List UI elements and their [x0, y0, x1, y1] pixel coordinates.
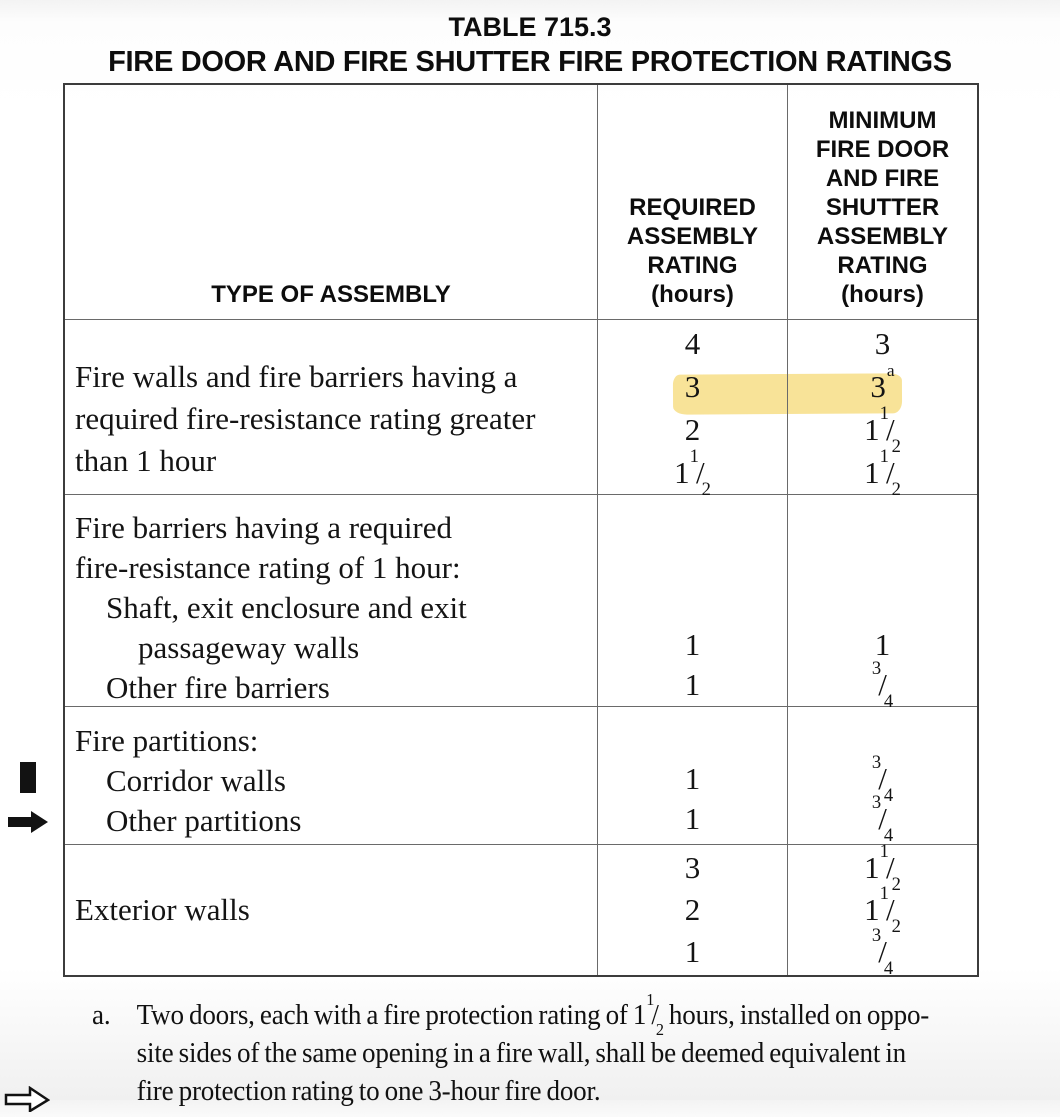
minimum-rating-value: $1^1/_2$ — [864, 841, 901, 896]
minimum-rating-value: $1^1/_2$ — [864, 403, 901, 458]
minimum-rating-cell — [788, 320, 977, 501]
required-rating-value: 4 — [684, 326, 701, 361]
header-line: (hours) — [651, 281, 734, 308]
minimum-rating-cell — [788, 707, 977, 847]
revision-square-icon — [20, 762, 36, 793]
assembly-type-line: Fire walls and fire barriers having a — [75, 359, 518, 394]
assembly-type-line: Fire partitions: — [75, 723, 259, 758]
minimum-rating-value: $^3/_4$ — [871, 658, 894, 713]
minimum-rating-value: 1 — [874, 627, 891, 662]
header-line: FIRE DOOR — [815, 136, 950, 163]
assembly-type-line: Fire barriers having a required — [75, 510, 453, 545]
required-rating-value: 1 — [684, 801, 701, 836]
type-of-assembly-cell — [65, 495, 598, 708]
required-rating-value: 2 — [684, 412, 701, 447]
table-number: TABLE 715.3 — [448, 12, 612, 42]
header-minimum-door-shutter-rating — [788, 85, 977, 319]
assembly-type-line: Shaft, exit enclosure and exit — [106, 590, 467, 625]
header-line: MINIMUM — [828, 107, 937, 134]
table-row-exterior-walls — [65, 841, 977, 980]
footnote-marker: a. — [92, 1000, 111, 1031]
revision-arrow-icon — [7, 810, 49, 839]
header-line: REQUIRED — [629, 194, 756, 221]
type-of-assembly-cell — [65, 845, 598, 975]
required-rating-value: 1 — [684, 761, 701, 796]
table-row-fire-partitions — [65, 706, 977, 847]
header-type-of-assembly — [65, 85, 598, 319]
required-rating-value: $1^1/_2$ — [674, 446, 711, 501]
assembly-type-line: required fire-resistance rating greater — [75, 401, 536, 436]
minimum-rating-value: $^3/_4$ — [871, 752, 894, 807]
header-required-assembly-rating — [598, 85, 788, 319]
required-rating-value: 1 — [684, 934, 701, 969]
required-rating-cell — [598, 707, 788, 844]
required-rating-value: 2 — [684, 892, 701, 927]
required-rating-value: 1 — [684, 627, 701, 662]
assembly-type-line: than 1 hour — [75, 443, 217, 478]
required-rating-cell — [598, 845, 788, 975]
partial-revision-arrow-icon — [4, 1086, 50, 1117]
assembly-type-line: Other partitions — [106, 803, 302, 838]
minimum-rating-value: $^3/_4$ — [871, 792, 894, 847]
footnote-line: Two doors, each with a fire protection rating of $1^1/_2$ hours, installed on oppo- — [136, 989, 930, 1040]
minimum-rating-value: $1^1/_2$ — [864, 446, 901, 501]
minimum-rating-value: $^3/_4$ — [871, 925, 894, 980]
minimum-rating-value: 3 — [874, 326, 891, 361]
header-line: SHUTTER — [825, 194, 940, 221]
table-row-fire-barriers-1-hour — [65, 494, 977, 713]
footnote-a — [92, 989, 961, 1111]
required-rating-value: 1 — [684, 667, 701, 702]
footnote-line: site sides of the same opening in a fire wall, shall be deemed equivalent in — [136, 1038, 907, 1069]
table-header-row — [65, 85, 977, 319]
table-caption: FIRE DOOR AND FIRE SHUTTER FIRE PROTECTION RATINGS — [108, 46, 952, 78]
assembly-type-line: Other fire barriers — [106, 670, 330, 705]
footnote-text — [136, 989, 962, 1111]
required-rating-value: 3 — [684, 369, 701, 404]
header-line: ASSEMBLY — [816, 223, 949, 250]
header-line: ASSEMBLY — [626, 223, 759, 250]
fire-ratings-table — [63, 83, 979, 980]
assembly-type-line: fire-resistance rating of 1 hour: — [75, 550, 461, 585]
header-line: AND FIRE — [825, 165, 940, 192]
assembly-type-line: Corridor walls — [106, 763, 286, 798]
header-line: (hours) — [841, 281, 924, 308]
header-type-label: TYPE OF ASSEMBLY — [211, 281, 451, 308]
type-of-assembly-cell — [65, 320, 598, 494]
table-title — [0, 10, 1060, 80]
table-row-fire-walls-and-barriers-over-1-hour — [65, 319, 977, 501]
required-rating-cell — [598, 495, 788, 708]
required-rating-cell — [598, 320, 788, 501]
header-line: RATING — [837, 252, 928, 279]
type-of-assembly-cell — [65, 707, 598, 844]
assembly-type-line: Exterior walls — [75, 892, 250, 927]
minimum-rating-value: 3$^a$ — [870, 361, 895, 404]
required-rating-value: 3 — [684, 850, 701, 885]
minimum-rating-cell — [788, 495, 977, 713]
header-line: RATING — [647, 252, 738, 279]
minimum-rating-value: $1^1/_2$ — [864, 883, 901, 938]
footnote-line: fire protection rating to one 3-hour fire door. — [136, 1076, 601, 1107]
minimum-rating-cell — [788, 841, 977, 980]
assembly-type-line: passageway walls — [138, 630, 360, 665]
